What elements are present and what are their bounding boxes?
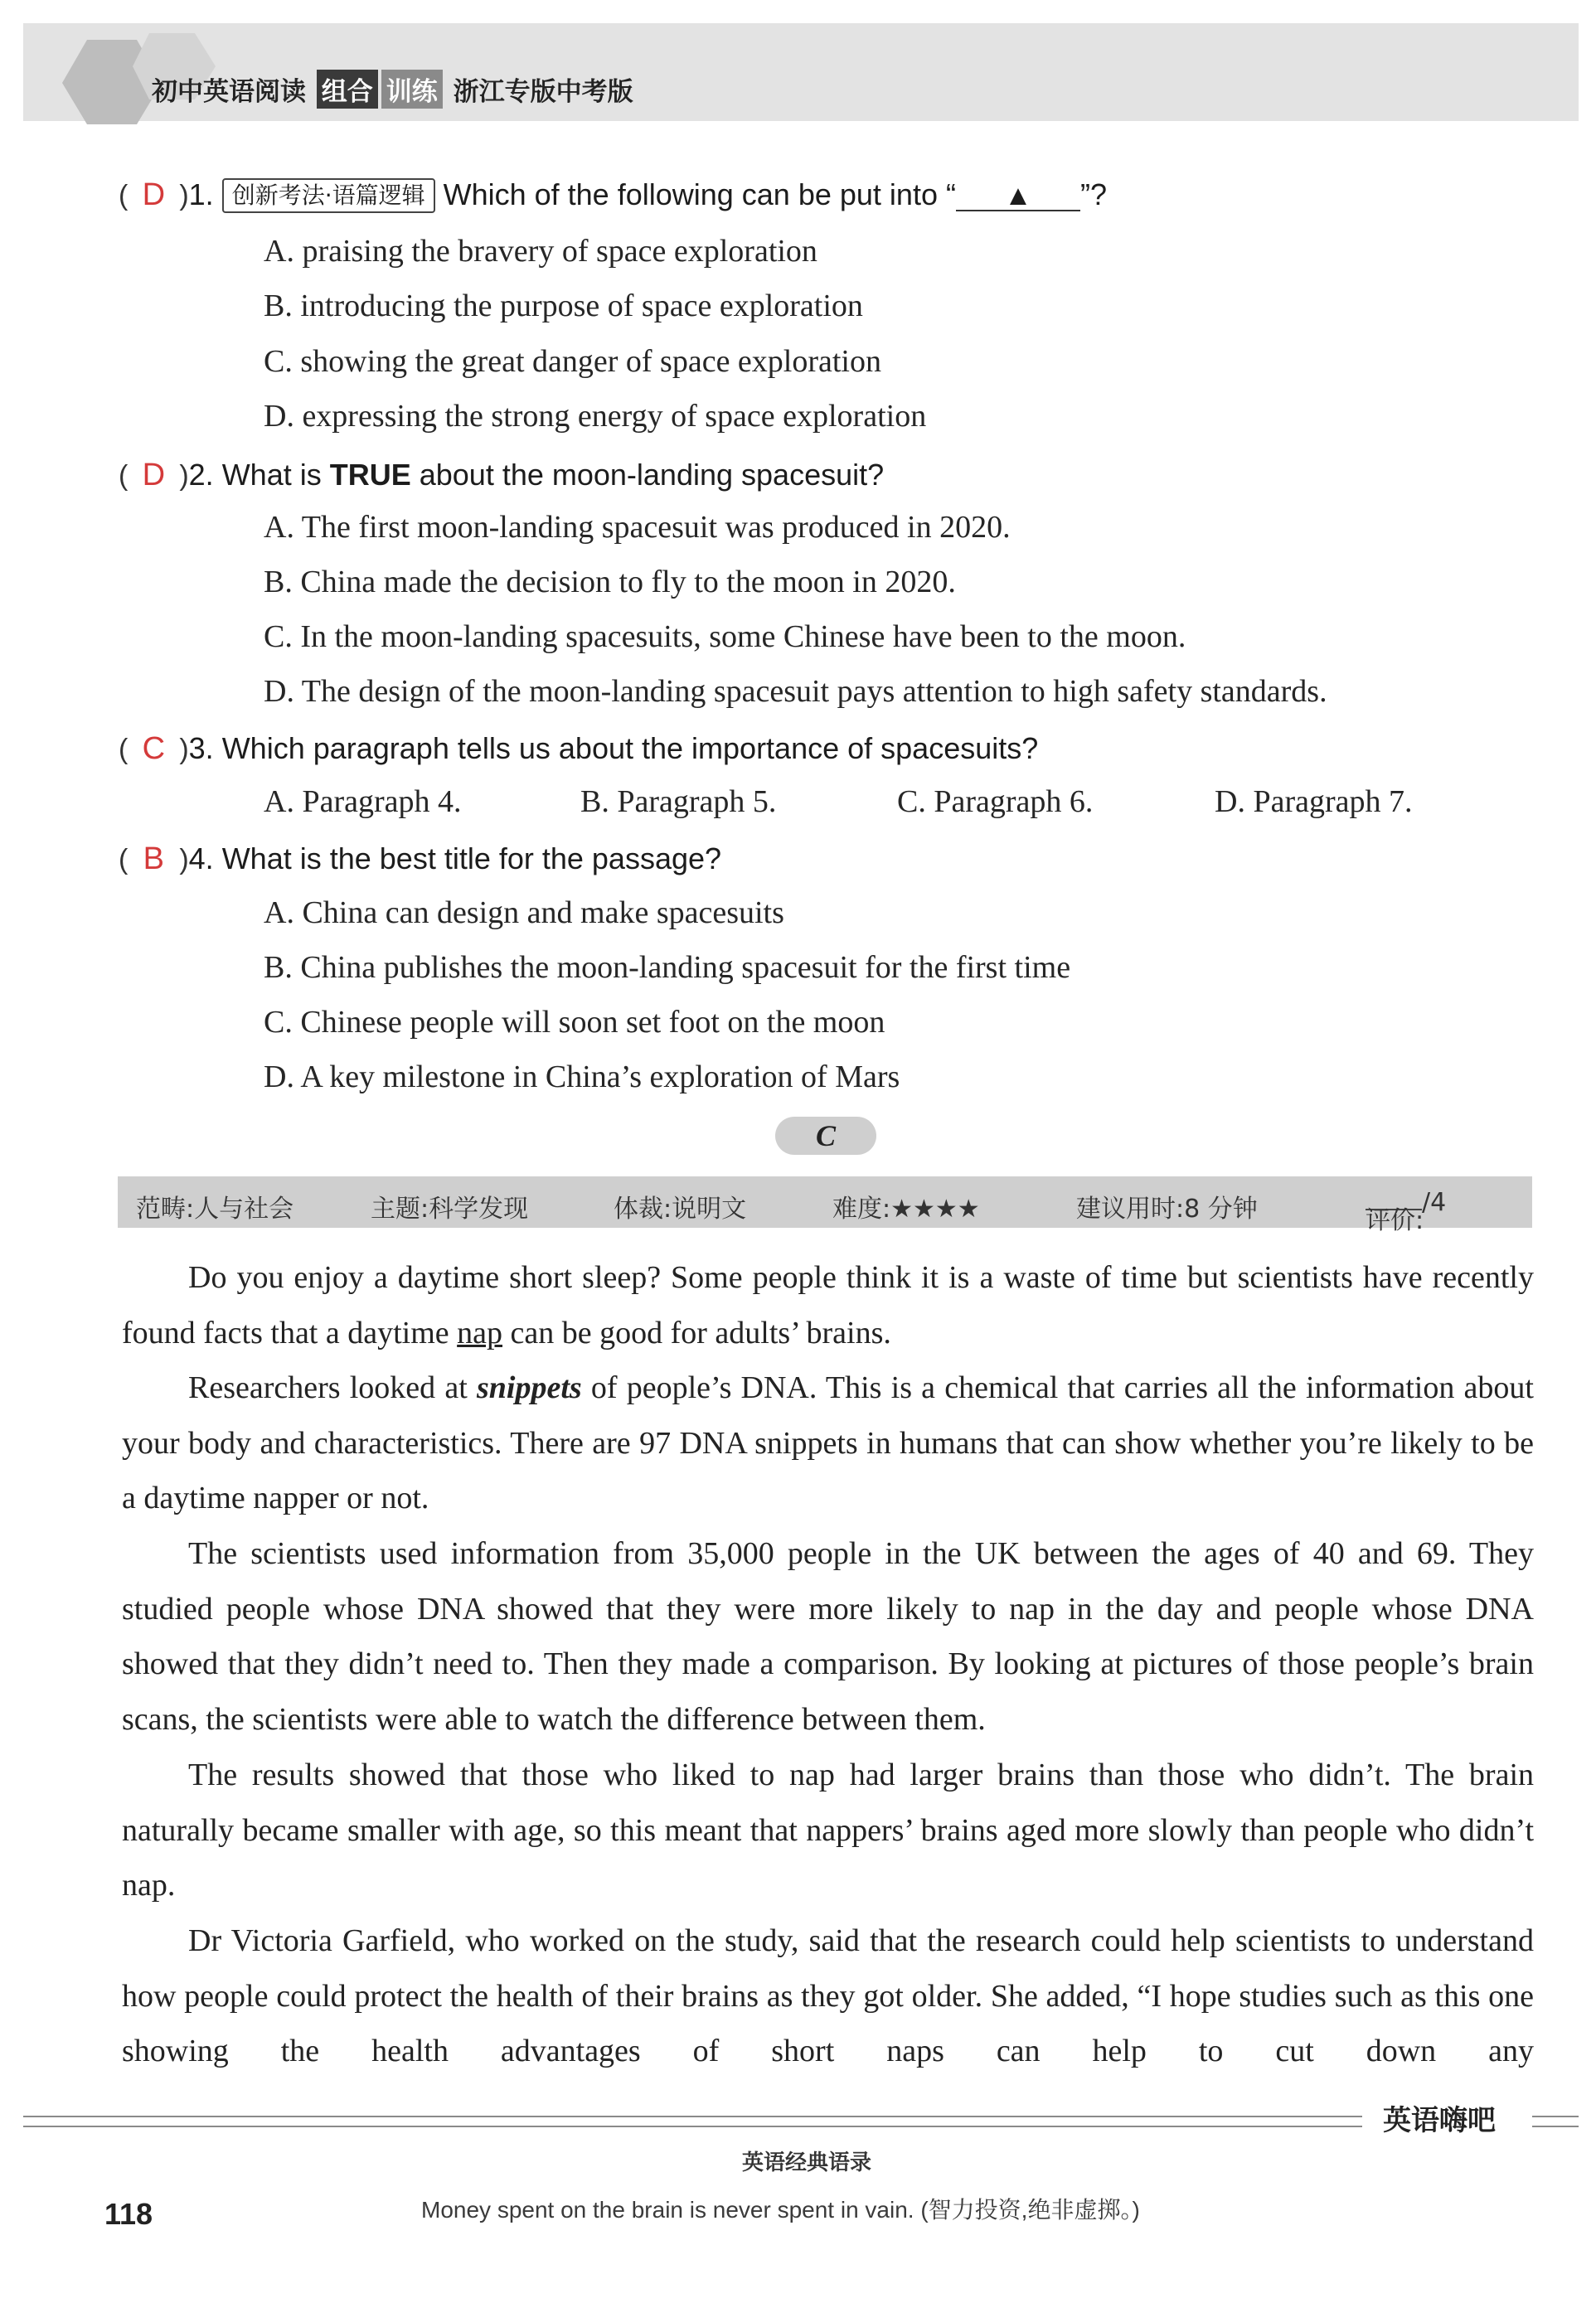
- question-1-option-d: D. expressing the strong energy of space exploration: [264, 399, 927, 434]
- question-4: ( B )4. What is the best title for the passage?: [119, 841, 722, 876]
- paragraph-2-keyword: snippets: [476, 1370, 582, 1405]
- question-2-stem-bold: TRUE: [329, 458, 411, 492]
- question-1-blank: ▲: [956, 182, 1080, 211]
- paragraph-5-text: Dr Victoria Garfield, who worked on the study, said that the research could help scientists to understand how people could protect the health of their brains as they got older. She added, “I hope studies such as this one showing the health advantages of short naps can help to cut down any: [122, 1923, 1534, 2069]
- question-2-number: 2.: [188, 458, 214, 492]
- question-1: ( D )1. 创新考法·语篇逻辑 Which of the following can be put into “ ▲ ”?: [119, 177, 1107, 212]
- question-2-option-a: A. The first moon-landing spacesuit was produced in 2020.: [264, 510, 1011, 545]
- footer-divider-left: [23, 2116, 1362, 2127]
- question-1-option-a: A. praising the bravery of space exploration: [264, 234, 817, 269]
- info-theme: 主题:科学发现: [371, 1195, 529, 1224]
- section-label-c: C: [775, 1117, 876, 1155]
- info-score: [1366, 1188, 1447, 1235]
- question-2-option-d: D. The design of the moon-landing spacesuit pays attention to high safety standards.: [264, 674, 1327, 709]
- info-score-total: /4: [1422, 1188, 1447, 1217]
- passage-paragraph-4: [122, 1748, 1534, 1913]
- passage-paragraph-3: [122, 1526, 1534, 1748]
- question-1-option-b: B. introducing the purpose of space exploration: [264, 288, 863, 323]
- info-suggested-time: 建议用时:8 分钟: [1076, 1195, 1258, 1224]
- paragraph-3-text: The scientists used information from 35,000 people in the UK between the ages of 40 and 69. They studied people whose DNA showed that they were more likely to nap in the day and people whose DNA showed that they didn’t need to. Then they made a comparison. By looking at pictures of those people’s brain scans, the scientists were able to watch the difference between them.: [122, 1536, 1534, 1738]
- question-1-stem-after: ”?: [1079, 177, 1107, 211]
- question-3-option-c: C. Paragraph 6.: [897, 784, 1094, 819]
- question-3-option-a: A. Paragraph 4.: [264, 784, 462, 819]
- question-2-option-c: C. In the moon-landing spacesuits, some Chinese have been to the moon.: [264, 619, 1186, 654]
- quote-text: Money spent on the brain is never spent in vain. (智力投资,绝非虚掷。): [421, 2197, 1140, 2223]
- paragraph-4-text: The results showed that those who liked to nap had larger brains than those who didn’t. The brain naturally became smaller with age, so this meant that nappers’ brains aged more slowly than people who didn’t nap.: [122, 1758, 1534, 1903]
- passage-paragraph-1: [122, 1250, 1534, 1360]
- question-2-stem-before: What is: [221, 458, 330, 492]
- footer-divider-right: [1532, 2116, 1579, 2127]
- book-title-tag-training: 训练: [381, 70, 443, 109]
- question-1-option-c: C. showing the great danger of space exploration: [264, 344, 881, 379]
- paragraph-2-text-b: of people’s DNA. This is a chemical that carries all the information about your body and characteristics. There are 97 DNA snippets in humans that can show whether you’re likely to be a daytime napper or not.: [122, 1370, 1534, 1516]
- question-3: ( C )3. Which paragraph tells us about the importance of spacesuits?: [119, 731, 1039, 766]
- paragraph-1-text-a: Do you enjoy a daytime short sleep? Some people think it is a waste of time but scientists have recently found facts that a daytime: [122, 1260, 1534, 1350]
- info-genre: 体裁:说明文: [614, 1195, 747, 1224]
- question-3-stem: Which paragraph tells us about the importance of spacesuits?: [221, 731, 1039, 765]
- question-4-stem: What is the best title for the passage?: [221, 841, 722, 875]
- paragraph-2-text-a: Researchers looked at: [188, 1370, 477, 1405]
- question-4-option-a: A. China can design and make spacesuits: [264, 895, 784, 930]
- book-title-tag-combo: 组合: [317, 70, 378, 109]
- answer-4: B: [143, 841, 164, 876]
- question-1-badge: 创新考法·语篇逻辑: [222, 178, 435, 213]
- answer-2: D: [142, 458, 166, 492]
- question-2-stem-after: about the moon-landing spacesuit?: [410, 458, 885, 492]
- passage-info-bar: [118, 1176, 1532, 1235]
- paragraph-1-nap: nap: [457, 1315, 503, 1350]
- question-2: ( D )2. What is TRUE about the moon-landing spacesuit?: [119, 458, 885, 492]
- answer-3: C: [142, 731, 166, 766]
- question-1-number: 1.: [188, 177, 214, 211]
- book-title: [152, 70, 633, 109]
- question-4-option-b: B. China publishes the moon-landing spacesuit for the first time: [264, 950, 1071, 985]
- question-2-option-b: B. China made the decision to fly to the moon in 2020.: [264, 565, 956, 599]
- page-number: 118: [104, 2197, 153, 2231]
- info-category: 范畴:人与社会: [136, 1195, 294, 1224]
- question-3-number: 3.: [188, 731, 214, 765]
- book-title-main: 初中英语阅读: [152, 77, 306, 107]
- book-title-edition: 浙江专版中考版: [453, 77, 633, 107]
- question-3-option-b: B. Paragraph 5.: [580, 784, 777, 819]
- question-4-option-d: D. A key milestone in China’s exploration of Mars: [264, 1059, 900, 1094]
- paragraph-1-text-b: can be good for adults’ brains.: [502, 1315, 891, 1350]
- question-3-option-d: D. Paragraph 7.: [1215, 784, 1413, 819]
- question-1-stem-before: Which of the following can be put into “: [443, 177, 956, 211]
- passage-paragraph-5: [122, 1913, 1534, 2079]
- info-score-label: 评价:: [1366, 1206, 1424, 1235]
- info-difficulty: 难度:★★★★: [832, 1195, 980, 1224]
- answer-1: D: [142, 177, 166, 212]
- question-4-option-c: C. Chinese people will soon set foot on the moon: [264, 1005, 885, 1040]
- question-4-number: 4.: [188, 841, 214, 875]
- passage-paragraph-2: [122, 1360, 1534, 1526]
- footer-brand: 英语嗨吧: [1383, 2104, 1496, 2137]
- quote-title: 英语经典语录: [742, 2150, 872, 2175]
